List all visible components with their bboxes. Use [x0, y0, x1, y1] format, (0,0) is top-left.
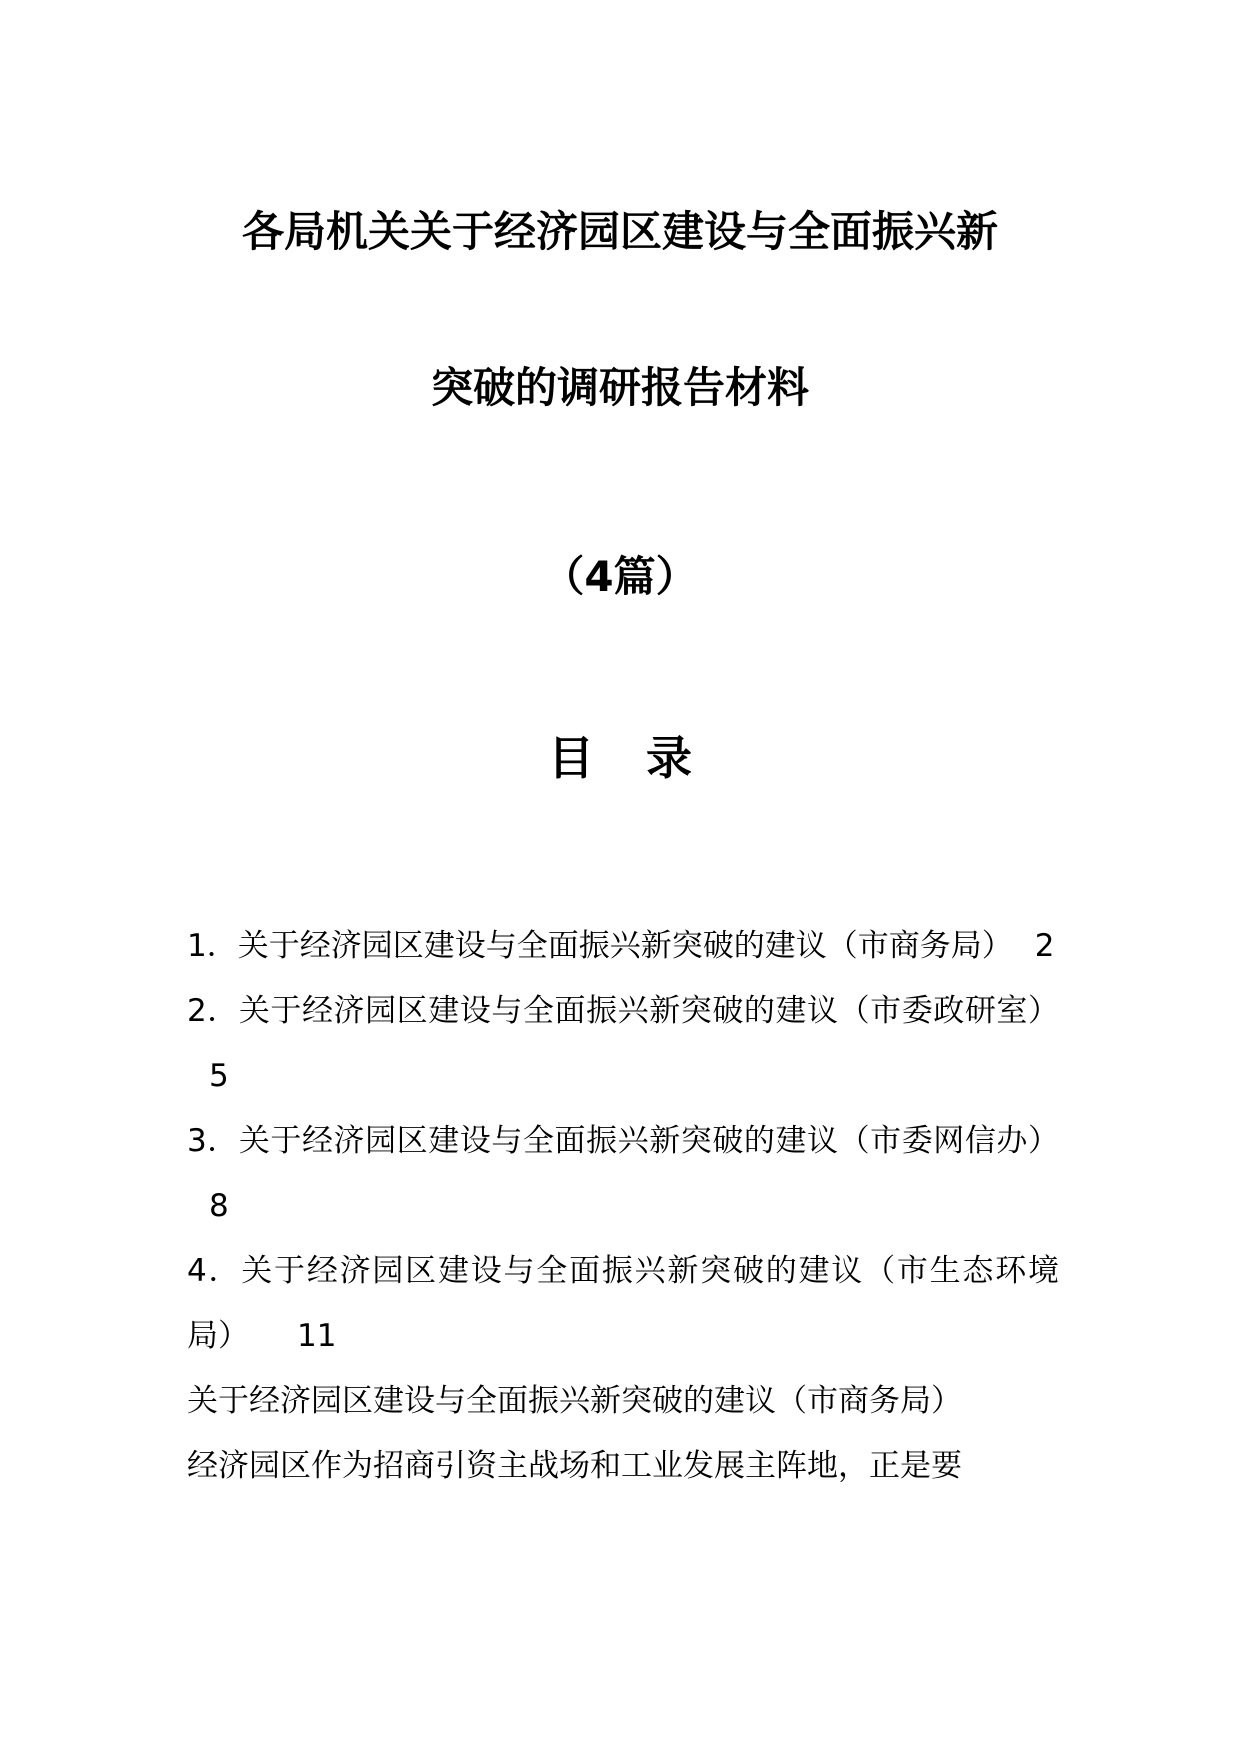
document-body	[187, 914, 1059, 1499]
toc-item-page: 11	[297, 1318, 337, 1354]
toc-item-page: 5	[209, 1058, 229, 1094]
toc-item	[187, 1239, 1059, 1369]
toc-item	[187, 1109, 1059, 1239]
document-title-line-1: 各局机关关于经济园区建设与全面振兴新	[241, 207, 998, 256]
section-title: 关于经济园区建设与全面振兴新突破的建议（市商务局）	[187, 1383, 962, 1419]
toc-item-text: 2．关于经济园区建设与全面振兴新突破的建议（市委政研室）	[187, 993, 1059, 1029]
toc-item-page: 2	[1034, 928, 1055, 964]
toc-item-text: 3．关于经济园区建设与全面振兴新突破的建议（市委网信办）	[187, 1123, 1059, 1159]
document-count-label: （4篇）	[542, 552, 698, 601]
toc-item-text: 1．关于经济园区建设与全面振兴新突破的建议（市商务局）	[187, 928, 1013, 964]
toc-item	[187, 979, 1059, 1109]
toc-heading: 目 录	[547, 731, 710, 785]
toc-item-page: 8	[209, 1188, 229, 1224]
document-title-line-2: 突破的调研报告材料	[430, 363, 809, 412]
toc-item	[187, 914, 1059, 979]
body-paragraph: 经济园区作为招商引资主战场和工业发展主阵地，正是要	[187, 1448, 962, 1484]
toc-item-text: 4．关于经济园区建设与全面振兴新突破的建议（市生态环境局）	[187, 1253, 1059, 1354]
